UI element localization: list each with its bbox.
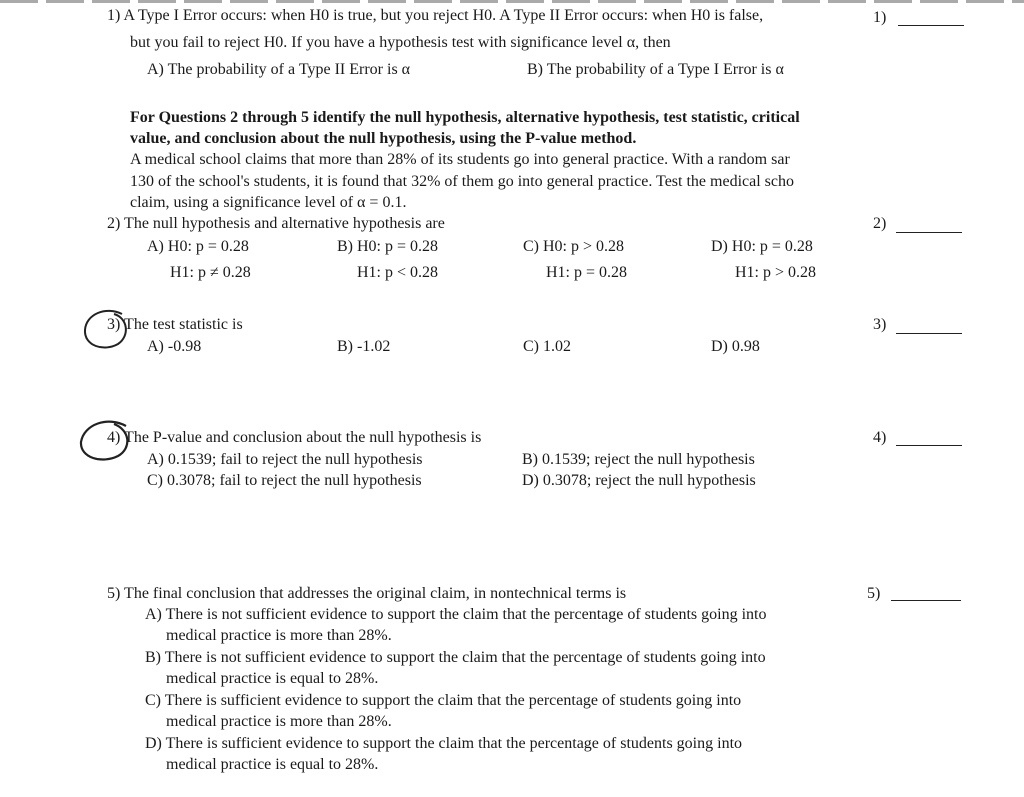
q3-answer-number: 3) <box>873 316 887 333</box>
q1-option-a: A) The probability of a Type II Error is α <box>147 61 411 78</box>
q4-answer-blank[interactable] <box>896 445 962 446</box>
q4-option-a: A) 0.1539; fail to reject the null hypothesis <box>147 451 423 468</box>
q1-answer-number: 1) <box>873 9 887 26</box>
q2-option-d-null: D) H0: p = 0.28 <box>711 238 813 255</box>
q4-stem: 4) The P-value and conclusion about the null hypothesis is <box>107 429 482 446</box>
q2-answer-number: 2) <box>873 215 887 232</box>
q5-option-b-line2: medical practice is equal to 28%. <box>166 670 379 687</box>
q2-stem: 2) The null hypothesis and alternative hypothesis are <box>107 215 445 232</box>
q4-option-c: C) 0.3078; fail to reject the null hypothesis <box>147 472 422 489</box>
q2-option-a-alt: H1: p ≠ 0.28 <box>170 264 251 281</box>
q1-answer-blank[interactable] <box>898 25 964 26</box>
q1-line1: 1) A Type I Error occurs: when H0 is true, but you reject H0. A Type II Error occurs: when H0 is false, <box>107 7 764 24</box>
q5-answer-number: 5) <box>867 585 881 602</box>
q4-option-b: B) 0.1539; reject the null hypothesis <box>522 451 755 468</box>
q3-option-b: B) -1.02 <box>337 338 391 355</box>
intro-line4: 130 of the school's students, it is found that 32% of them go into general practice. Test the medical scho <box>130 173 794 190</box>
q3-answer-blank[interactable] <box>896 333 962 334</box>
q5-option-d-line2: medical practice is equal to 28%. <box>166 756 379 773</box>
q2-option-c-null: C) H0: p > 0.28 <box>523 238 625 255</box>
intro-line2: value, and conclusion about the null hypothesis, using the P-value method. <box>130 130 637 147</box>
q4-answer-number: 4) <box>873 429 887 446</box>
q5-option-a-line2: medical practice is more than 28%. <box>166 627 392 644</box>
q5-stem: 5) The final conclusion that addresses the original claim, in nontechnical terms is <box>107 585 627 602</box>
intro-line5: claim, using a significance level of α = 0.1. <box>130 194 407 211</box>
q2-option-c-alt: H1: p = 0.28 <box>546 264 628 281</box>
q5-option-a-line1: A) There is not sufficient evidence to support the claim that the percentage of students going into <box>145 606 767 623</box>
q5-option-c-line2: medical practice is more than 28%. <box>166 713 392 730</box>
q5-option-d-line1: D) There is sufficient evidence to support the claim that the percentage of students going into <box>145 735 743 752</box>
q5-option-c-line1: C) There is sufficient evidence to support the claim that the percentage of students going into <box>145 692 742 709</box>
q3-option-a: A) -0.98 <box>147 338 202 355</box>
q3-option-d: D) 0.98 <box>711 338 760 355</box>
q2-answer-blank[interactable] <box>896 232 962 233</box>
q3-stem: 3) The test statistic is <box>107 316 243 333</box>
q5-answer-blank[interactable] <box>891 600 961 601</box>
q1-option-b: B) The probability of a Type I Error is α <box>527 61 784 78</box>
q2-option-a-null: A) H0: p = 0.28 <box>147 238 249 255</box>
intro-line3: A medical school claims that more than 28% of its students go into general practice. With a random sar <box>130 151 790 168</box>
intro-line1: For Questions 2 through 5 identify the null hypothesis, alternative hypothesis, test statistic, critical <box>130 109 800 126</box>
q3-option-c: C) 1.02 <box>523 338 571 355</box>
q4-option-d: D) 0.3078; reject the null hypothesis <box>522 472 756 489</box>
q2-option-b-alt: H1: p < 0.28 <box>357 264 439 281</box>
q1-line2: but you fail to reject H0. If you have a hypothesis test with significance level α, then <box>130 34 671 51</box>
q2-option-b-null: B) H0: p = 0.28 <box>337 238 439 255</box>
q2-option-d-alt: H1: p > 0.28 <box>735 264 817 281</box>
page-top-edge <box>0 0 1024 3</box>
q5-option-b-line1: B) There is not sufficient evidence to support the claim that the percentage of students going into <box>145 649 766 666</box>
